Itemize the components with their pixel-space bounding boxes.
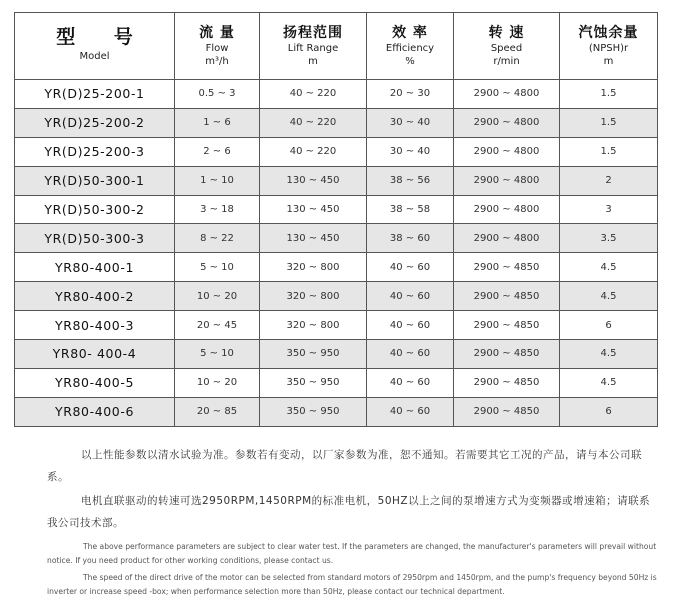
lift-cell: 40 ~ 220 — [260, 137, 367, 166]
npsh-cell: 2 — [560, 166, 658, 195]
npsh-cell: 3 — [560, 195, 658, 224]
table-row — [15, 108, 658, 137]
flow-cell: 8 ~ 22 — [175, 224, 260, 253]
flow-cell: 1 ~ 10 — [175, 166, 260, 195]
efficiency-cell: 30 ~ 40 — [367, 108, 454, 137]
npsh-cell: 6 — [560, 311, 658, 340]
efficiency-cell: 40 ~ 60 — [367, 311, 454, 340]
header-model — [15, 13, 175, 80]
efficiency-cell: 20 ~ 30 — [367, 80, 454, 109]
header-row — [15, 13, 658, 80]
speed-cell: 2900 ~ 4850 — [454, 311, 560, 340]
speed-cell: 2900 ~ 4800 — [454, 224, 560, 253]
efficiency-cell: 40 ~ 60 — [367, 368, 454, 397]
lift-cell: 130 ~ 450 — [260, 224, 367, 253]
npsh-cell: 4.5 — [560, 282, 658, 311]
speed-cell: 2900 ~ 4800 — [454, 195, 560, 224]
flow-cell: 3 ~ 18 — [175, 195, 260, 224]
header-model-en: Model — [79, 51, 110, 62]
speed-cell: 2900 ~ 4850 — [454, 282, 560, 311]
header-efficiency-cn: 效 率 — [392, 24, 428, 41]
flow-cell: 5 ~ 10 — [175, 253, 260, 282]
header-efficiency-en: Efficiency — [385, 42, 435, 54]
header-lift-en: Lift Range — [287, 42, 339, 54]
header-lift-unit: m — [308, 55, 318, 67]
header-flow-cn: 流 量 — [199, 24, 235, 41]
speed-cell: 2900 ~ 4850 — [454, 397, 560, 426]
notes-section — [47, 444, 657, 599]
table-row — [15, 224, 658, 253]
efficiency-cell: 38 ~ 60 — [367, 224, 454, 253]
efficiency-cell: 38 ~ 58 — [367, 195, 454, 224]
lift-cell: 350 ~ 950 — [260, 397, 367, 426]
header-flow — [175, 13, 260, 80]
table-row — [15, 282, 658, 311]
lift-cell: 40 ~ 220 — [260, 80, 367, 109]
lift-cell: 130 ~ 450 — [260, 195, 367, 224]
model-cell: YR80-400-3 — [15, 311, 175, 340]
header-speed-unit: r/min — [493, 55, 520, 67]
flow-cell: 20 ~ 45 — [175, 311, 260, 340]
flow-cell: 5 ~ 10 — [175, 340, 260, 369]
speed-cell: 2900 ~ 4850 — [454, 340, 560, 369]
npsh-cell: 4.5 — [560, 340, 658, 369]
npsh-cell: 1.5 — [560, 80, 658, 109]
table-row — [15, 368, 658, 397]
npsh-cell: 4.5 — [560, 368, 658, 397]
note-cn-1: 以上性能参数以清水试验为准。参数若有变动，以厂家参数为准，恕不通知。若需要其它工况的产品，请与本公司联系。 — [47, 449, 642, 483]
model-cell: YR(D)50-300-3 — [15, 224, 175, 253]
header-model-cn: 型 号 — [56, 26, 149, 48]
model-cell: YR(D)50-300-1 — [15, 166, 175, 195]
efficiency-cell: 40 ~ 60 — [367, 340, 454, 369]
flow-cell: 1 ~ 6 — [175, 108, 260, 137]
table-row — [15, 137, 658, 166]
table-row — [15, 311, 658, 340]
spec-table — [14, 12, 658, 427]
header-speed-cn: 转 速 — [488, 24, 525, 41]
table-row — [15, 253, 658, 282]
flow-cell: 20 ~ 85 — [175, 397, 260, 426]
table-row — [15, 397, 658, 426]
npsh-cell: 1.5 — [560, 108, 658, 137]
lift-cell: 40 ~ 220 — [260, 108, 367, 137]
note-en-1: The above performance parameters are subject to clear water test. If the parameters are changed, the manufacturer's parameters will prevail without notice. If you need product for other working conditions, please contact us. — [47, 542, 657, 565]
header-flow-unit: m³/h — [205, 55, 229, 67]
header-npsh-unit: m — [603, 55, 614, 67]
npsh-cell: 1.5 — [560, 137, 658, 166]
npsh-cell: 3.5 — [560, 224, 658, 253]
lift-cell: 130 ~ 450 — [260, 166, 367, 195]
model-cell: YR(D)25-200-1 — [15, 80, 175, 109]
npsh-cell: 4.5 — [560, 253, 658, 282]
header-lift-cn: 扬程范围 — [283, 24, 343, 41]
note-en-2: The speed of the direct drive of the motor can be selected from standard motors of 2950rpm and 1450rpm, and the pump's frequency beyond 50Hz is inverter or increase speed -box; when performance selection more than 50Hz, please contact our technical department. — [47, 573, 657, 596]
model-cell: YR(D)25-200-2 — [15, 108, 175, 137]
model-cell: YR80-400-2 — [15, 282, 175, 311]
model-cell: YR80-400-6 — [15, 397, 175, 426]
header-efficiency — [367, 13, 454, 80]
lift-cell: 350 ~ 950 — [260, 340, 367, 369]
flow-cell: 10 ~ 20 — [175, 282, 260, 311]
header-npsh-en: (NPSH)r — [588, 42, 629, 54]
model-cell: YR(D)50-300-2 — [15, 195, 175, 224]
npsh-cell: 6 — [560, 397, 658, 426]
flow-cell: 0.5 ~ 3 — [175, 80, 260, 109]
header-efficiency-unit: % — [405, 55, 415, 67]
model-cell: YR(D)25-200-3 — [15, 137, 175, 166]
header-speed — [454, 13, 560, 80]
model-cell: YR80-400-5 — [15, 368, 175, 397]
header-lift — [260, 13, 367, 80]
lift-cell: 320 ~ 800 — [260, 282, 367, 311]
table-row — [15, 80, 658, 109]
lift-cell: 320 ~ 800 — [260, 253, 367, 282]
table-row — [15, 195, 658, 224]
speed-cell: 2900 ~ 4850 — [454, 253, 560, 282]
model-cell: YR80- 400-4 — [15, 340, 175, 369]
efficiency-cell: 38 ~ 56 — [367, 166, 454, 195]
speed-cell: 2900 ~ 4800 — [454, 137, 560, 166]
table-row — [15, 166, 658, 195]
flow-cell: 10 ~ 20 — [175, 368, 260, 397]
lift-cell: 350 ~ 950 — [260, 368, 367, 397]
speed-cell: 2900 ~ 4850 — [454, 368, 560, 397]
header-flow-en: Flow — [205, 42, 229, 54]
efficiency-cell: 40 ~ 60 — [367, 397, 454, 426]
header-npsh — [560, 13, 658, 80]
table-row — [15, 340, 658, 369]
model-cell: YR80-400-1 — [15, 253, 175, 282]
header-npsh-cn: 汽蚀余量 — [578, 24, 639, 41]
flow-cell: 2 ~ 6 — [175, 137, 260, 166]
speed-cell: 2900 ~ 4800 — [454, 80, 560, 109]
speed-cell: 2900 ~ 4800 — [454, 108, 560, 137]
efficiency-cell: 40 ~ 60 — [367, 282, 454, 311]
efficiency-cell: 30 ~ 40 — [367, 137, 454, 166]
note-cn-2: 电机直联驱动的转速可选2950RPM,1450RPM的标准电机，50HZ以上之间的泵增速方式为变频器或增速箱；请联系我公司技术部。 — [47, 495, 651, 529]
efficiency-cell: 40 ~ 60 — [367, 253, 454, 282]
header-speed-en: Speed — [490, 42, 523, 54]
speed-cell: 2900 ~ 4800 — [454, 166, 560, 195]
lift-cell: 320 ~ 800 — [260, 311, 367, 340]
